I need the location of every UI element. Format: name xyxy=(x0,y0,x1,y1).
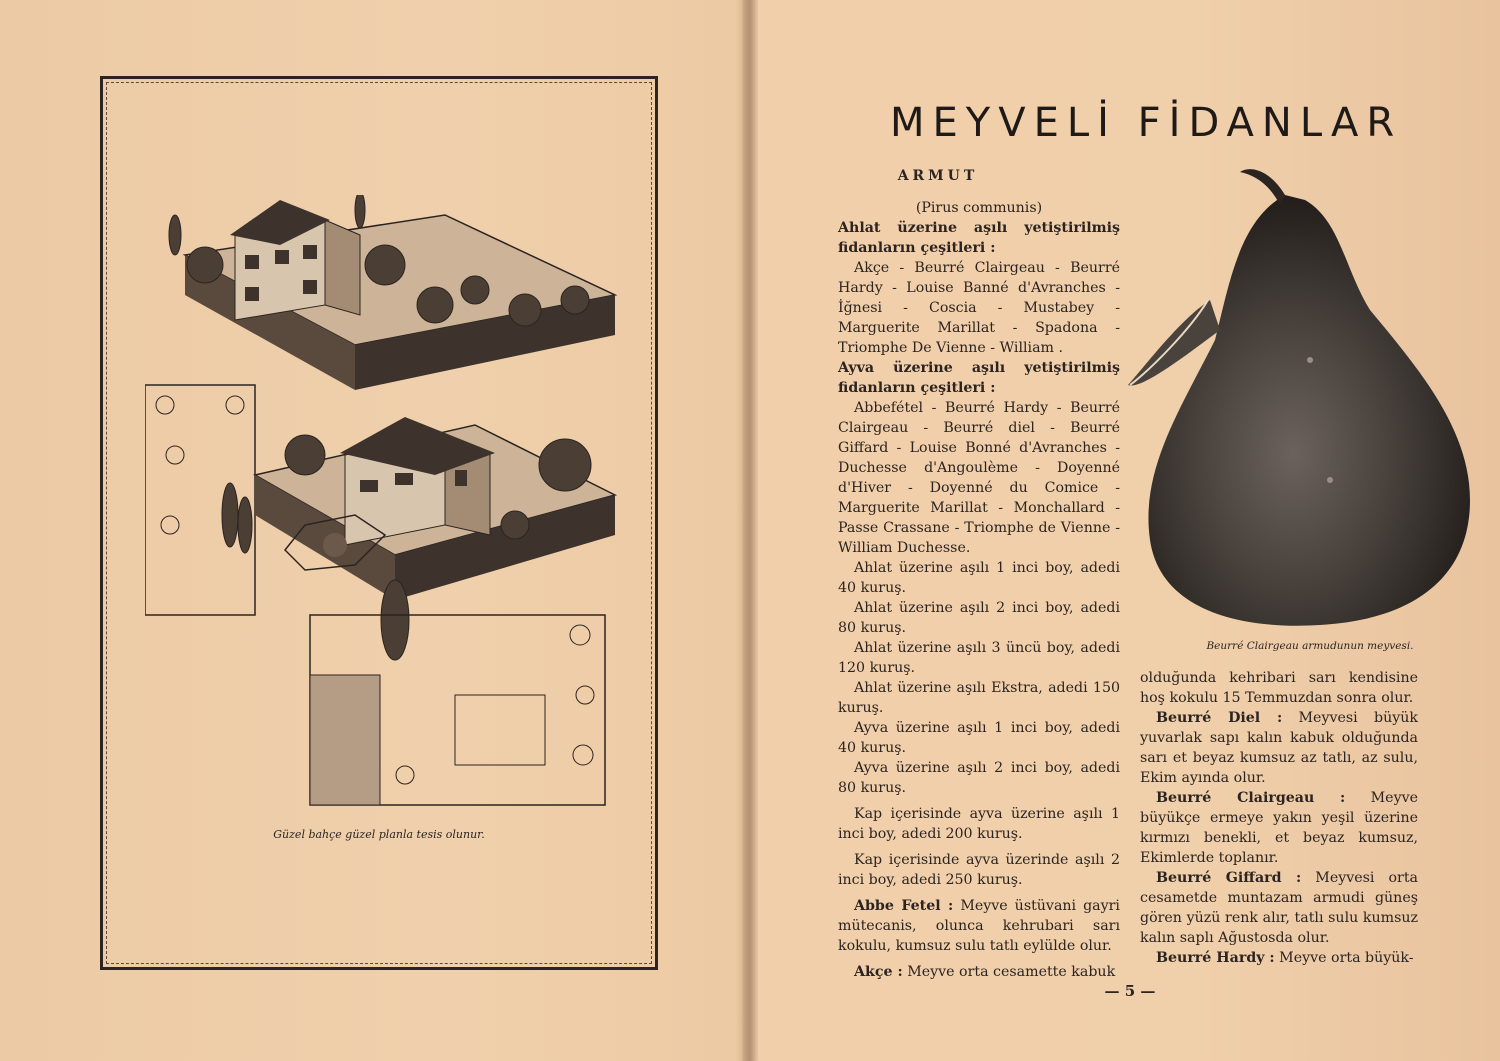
variety-name: Beurré Clairgeau : xyxy=(1156,790,1346,806)
latin-name: (Pirus communis) xyxy=(915,200,1043,216)
variety-description xyxy=(1140,788,1418,868)
variety-name: Abbe Fetel : xyxy=(854,898,954,914)
text-column-left xyxy=(838,198,1120,982)
price-line: Kap içerisinde ayva üzerinde aşılı 2 inci boy, adedi 250 kuruş. xyxy=(838,852,1120,888)
section-heading: ARMUT xyxy=(897,168,979,184)
garden-plan-illustration xyxy=(145,195,625,815)
variety-name: Akçe : xyxy=(854,964,903,980)
book-gutter xyxy=(742,0,758,1061)
variety-description xyxy=(1140,948,1418,968)
variety-text: Meyve üstüvani gayri mütecanis, olunca kehrubari sarı kokulu, kumsuz sulu tatlı eylülde olur. xyxy=(838,898,1120,954)
illustration-caption: Güzel bahçe güzel planla tesis olunur. xyxy=(273,828,485,841)
variety-description xyxy=(1140,868,1418,948)
variety-text: Meyve büyükçe ermeye yakın yeşil üzerine kırmızı benekli, et beyaz kumsuz, Ekimlerde toplanır. xyxy=(1140,790,1418,866)
pear-photo xyxy=(1120,160,1490,640)
price-line: Ayva üzerine aşılı 1 inci boy, adedi 40 kuruş. xyxy=(838,720,1120,756)
variety-text: Meyve orta büyük- xyxy=(1274,950,1414,966)
price-line: Ahlat üzerine aşılı 3 üncü boy, adedi 120 kuruş. xyxy=(838,640,1120,676)
variety-text: Meyvesi orta cesametde muntazam armudi güneş gören yüzü renk alır, tatlı sulu kumsuz kalın saplı Ağustosda olur. xyxy=(1140,870,1418,946)
text-column-right xyxy=(1140,668,1418,968)
paragraph: olduğunda kehribari sarı kendisine hoş kokulu 15 Temmuzdan sonra olur. xyxy=(1140,670,1418,706)
variety-name: Beurré Diel : xyxy=(1156,710,1283,726)
variety-name: Beurré Hardy : xyxy=(1156,950,1275,966)
variety-name: Beurré Giffard : xyxy=(1156,870,1302,886)
paragraph: Ahlat üzerine aşılı yetiştirilmiş fidanların çeşitleri : xyxy=(838,220,1120,256)
price-line: Kap içerisinde ayva üzerine aşılı 1 inci boy, adedi 200 kuruş. xyxy=(838,806,1120,842)
page-number: — 5 — xyxy=(1104,982,1156,1000)
price-line: Ahlat üzerine aşılı Ekstra, adedi 150 kuruş. xyxy=(838,680,1120,716)
variety-description xyxy=(838,896,1120,956)
variety-description xyxy=(838,962,1120,982)
paragraph: Ayva üzerine aşılı yetiştirilmiş fidanların çeşitleri : xyxy=(838,360,1120,396)
variety-text: Meyvesi büyük yuvarlak sapı kalın kabuk olduğunda sarı et beyaz kumsuz az tatlı, az sulu, Ekim ayında olur. xyxy=(1140,710,1418,786)
variety-text: Meyve orta cesamette kabuk xyxy=(902,964,1116,980)
paragraph: Akçe - Beurré Clairgeau - Beurré Hardy - Louise Banné d'Avranches - İğnesi - Coscia - Mustabey - Marguerite Marillat - Spadona - Triomphe De Vienne - William . xyxy=(838,260,1120,356)
price-line: Ahlat üzerine aşılı 1 inci boy, adedi 40 kuruş. xyxy=(838,560,1120,596)
paragraph: Abbefétel - Beurré Hardy - Beurré Clairgeau - Beurré diel - Beurré Giffard - Louise Bonné d'Avranches - Duchesse d'Angoulème - Doyenné d'Hiver - Doyenné du Comice - Marguerite Marillat - Monchallard - Passe Crassane - Triomphe de Vienne - William Duchesse. xyxy=(838,400,1120,556)
price-line: Ahlat üzerine aşılı 2 inci boy, adedi 80 kuruş. xyxy=(838,600,1120,636)
price-line: Ayva üzerine aşılı 2 inci boy, adedi 80 kuruş. xyxy=(838,760,1120,796)
page-title: MEYVELİ FİDANLAR xyxy=(890,100,1403,146)
pear-caption: Beurré Clairgeau armudunun meyvesi. xyxy=(1206,640,1414,652)
variety-description xyxy=(1140,708,1418,788)
